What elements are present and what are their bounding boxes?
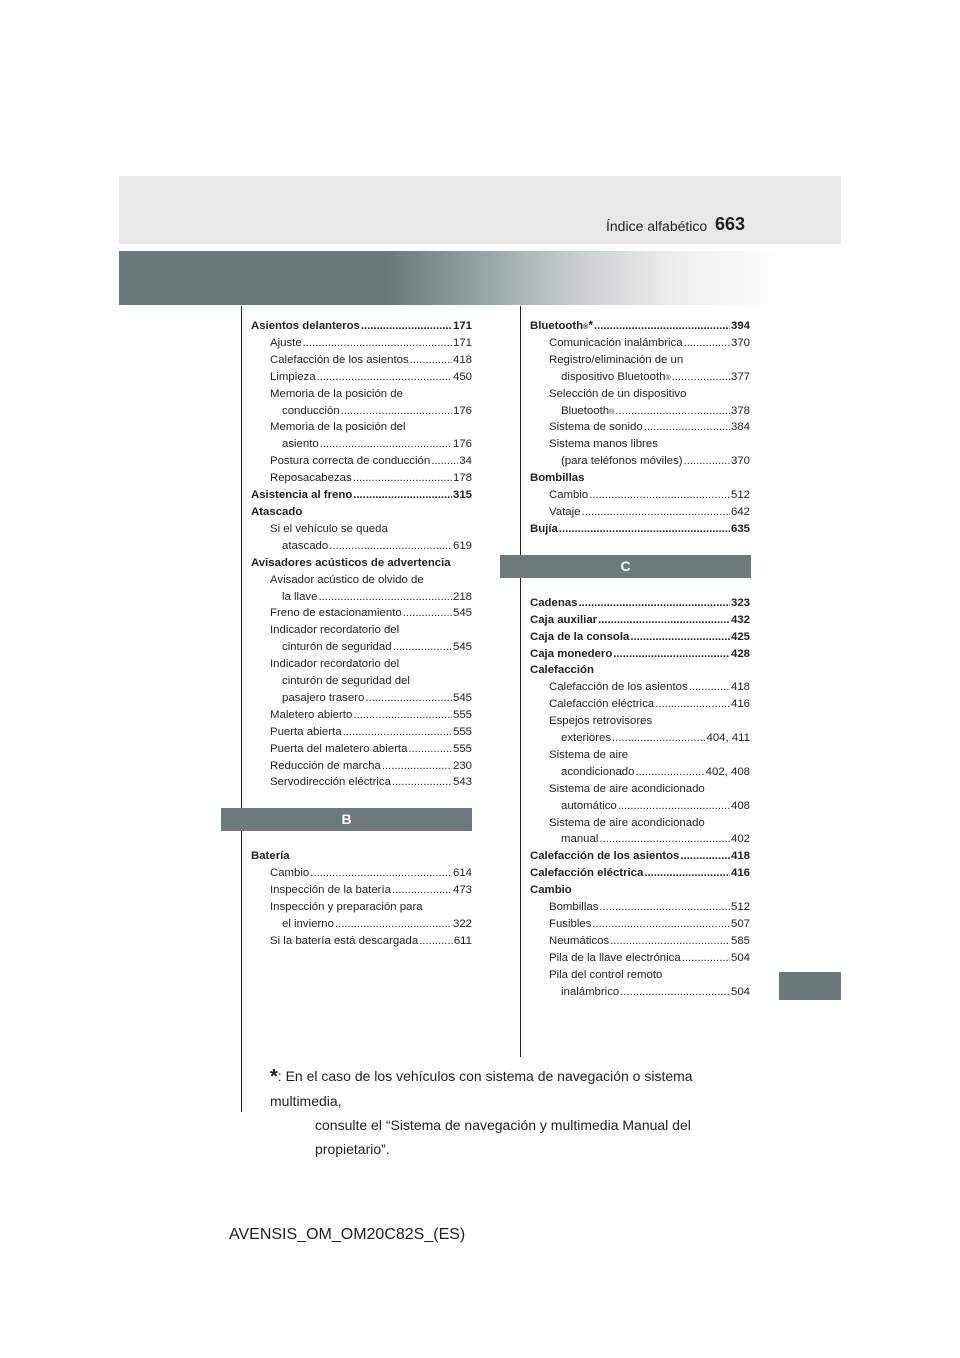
index-entry [251, 865, 472, 882]
index-entry-page: 402 [730, 833, 750, 846]
index-entry [530, 612, 750, 629]
index-entry [530, 916, 750, 933]
index-entry-term: Batería [251, 850, 290, 863]
index-entry-page: 428 [730, 647, 750, 660]
dot-leader [589, 487, 730, 504]
index-entry-term: Asientos delanteros [251, 320, 360, 332]
index-entry [530, 899, 750, 916]
index-entry-term: Vataje [549, 505, 581, 518]
index-entry [530, 831, 750, 848]
index-entry-page: 315 [452, 489, 472, 502]
dot-leader [361, 318, 452, 335]
dot-leader [318, 589, 452, 606]
index-entry [251, 774, 472, 791]
footnote-line-2: consulte el “Sistema de navegación y multimedia Manual del propietario”. [315, 1117, 691, 1157]
index-entry [251, 335, 472, 352]
index-entry-page: 507 [730, 918, 750, 930]
index-entry-term: Comunicación inalámbrica [549, 336, 683, 349]
dot-leader [431, 453, 458, 470]
header-title: Índice alfabético [606, 218, 708, 234]
index-entry-term: Sistema de aire [549, 748, 629, 761]
index-entry [251, 453, 472, 470]
dot-leader [353, 470, 452, 487]
index-entry-term: Indicador recordatorio del [270, 658, 400, 671]
index-entry [251, 352, 472, 369]
index-entry-page: 370 [730, 336, 750, 349]
index-entry-term: Bluetooth [530, 320, 584, 332]
dot-leader [599, 831, 730, 848]
dot-leader [644, 865, 730, 882]
index-entry [251, 419, 472, 436]
index-entry-term: Calefacción eléctrica [549, 698, 655, 711]
footnote-line-1: : En el caso de los vehículos con sistema de navegación o sistema multimedia, [270, 1068, 693, 1109]
dot-leader [672, 369, 730, 386]
dot-leader [317, 369, 452, 386]
index-entry [251, 521, 472, 538]
index-entry-term: inalámbrico [561, 985, 620, 998]
dot-leader [610, 933, 730, 950]
dot-leader [343, 724, 452, 741]
index-entry-term: Sistema de aire acondicionado [549, 782, 705, 795]
index-entry-page: 555 [452, 708, 472, 721]
index-entry [251, 504, 472, 521]
section-letter-c: C [500, 555, 751, 578]
index-entry-page: 614 [452, 867, 472, 880]
index-entry [251, 369, 472, 386]
dot-leader [684, 453, 730, 470]
dot-leader [689, 679, 730, 696]
dot-leader [655, 696, 730, 713]
index-entry-term: Memoria de la posición del [270, 421, 406, 434]
dot-leader [644, 419, 730, 436]
index-entry [530, 730, 750, 747]
index-entry-term: manual [561, 833, 599, 846]
index-entry [251, 758, 472, 775]
index-entry-term: Selección de un dispositivo [549, 387, 687, 400]
dot-leader [592, 916, 730, 933]
index-entry [530, 419, 750, 436]
index-entry [530, 521, 750, 538]
index-entry [251, 572, 472, 589]
dot-leader [353, 487, 452, 504]
index-entry [251, 882, 472, 899]
index-entry [530, 713, 750, 730]
dot-leader [599, 899, 730, 916]
index-entry-page: 384 [730, 421, 750, 434]
index-entry-term: Caja monedero [530, 647, 613, 660]
index-entry [251, 318, 472, 335]
index-entry-page: 218 [452, 590, 472, 603]
index-entry [251, 639, 472, 656]
index-entry [251, 899, 472, 916]
index-entry [251, 589, 472, 606]
index-entry-term: Cambio [530, 884, 572, 897]
index-entry-term: Memoria de la posición de [270, 387, 403, 400]
index-entry-term: conducción [282, 404, 340, 417]
index-entry-term: Caja auxiliar [530, 613, 598, 626]
index-entry: Bluetooth ® * . . . 394 [530, 318, 750, 335]
index-entry-page: 619 [452, 539, 472, 552]
index-entry [251, 605, 472, 622]
index-entry-term: Avisadores acústicos de advertencia [251, 556, 451, 569]
index-entry [251, 673, 472, 690]
chapter-thumb-tab [779, 972, 841, 1000]
dot-leader [341, 403, 452, 420]
index-entry-page: 323 [730, 596, 750, 609]
index-entry [251, 538, 472, 555]
index-entry: Bluetooth ® . . . 378 [530, 403, 750, 420]
index-entry [530, 646, 750, 663]
index-entry [530, 815, 750, 832]
index-entry [251, 933, 472, 950]
dot-leader [382, 758, 452, 775]
index-entry-term: cinturón de seguridad [282, 641, 392, 654]
index-entry-term: Sistema de aire acondicionado [549, 816, 705, 829]
index-entry [251, 622, 472, 639]
index-entry-page: 176 [452, 404, 472, 417]
index-entry-page: 432 [730, 613, 750, 626]
dot-leader [403, 605, 452, 622]
index-entry [530, 504, 750, 521]
chapter-banner [119, 251, 787, 305]
dot-leader [613, 646, 730, 663]
index-entry [530, 470, 750, 487]
dot-leader [335, 916, 452, 933]
dot-leader [310, 865, 452, 882]
index-entry: dispositivo Bluetooth ® . . . 377 [530, 369, 750, 386]
dot-leader [419, 933, 453, 950]
dot-leader [392, 774, 452, 791]
index-entry-term: Espejos retrovisores [549, 715, 653, 728]
index-entry-term: Maletero abierto [270, 708, 353, 721]
index-entry-page: 418 [730, 681, 750, 694]
index-entry [530, 696, 750, 713]
index-entry-page: 171 [452, 320, 472, 332]
dot-leader [320, 436, 452, 453]
index-entry-page: 370 [730, 455, 750, 468]
index-entry-term: Cambio [549, 489, 589, 502]
index-entry-page: 555 [452, 742, 472, 755]
index-entry-term: Freno de estacionamiento [270, 607, 402, 620]
index-column-right [530, 318, 750, 1001]
index-entry [530, 933, 750, 950]
index-entry-page: 504 [730, 951, 750, 964]
index-entry [530, 967, 750, 984]
index-entry-page: 545 [452, 641, 472, 654]
index-entry [251, 724, 472, 741]
dot-leader [635, 764, 704, 781]
index-entry-page: 171 [452, 336, 472, 349]
index-entry [530, 848, 750, 865]
index-entry-page: 611 [453, 934, 472, 947]
index-entry-term: Bombillas [530, 472, 585, 485]
index-entry-term: Asistencia al freno [251, 489, 353, 502]
index-entry [530, 662, 750, 679]
index-column-left [251, 318, 472, 950]
index-entry [530, 764, 750, 781]
index-entry-page: 176 [452, 438, 472, 451]
index-entry-page: 555 [452, 725, 472, 738]
index-entry-page: 473 [452, 884, 472, 897]
dot-leader [630, 629, 730, 646]
index-entry-page: 404, 411 [706, 732, 750, 745]
index-entry-page: 34 [459, 455, 472, 468]
index-entry-page: 402, 408 [705, 765, 750, 778]
index-entry [530, 781, 750, 798]
dot-leader [393, 639, 452, 656]
index-entry [530, 436, 750, 453]
index-entry-term: Si la batería está descargada [270, 934, 419, 947]
dot-leader [598, 612, 730, 629]
dot-leader [559, 521, 730, 538]
index-group-b [251, 848, 472, 949]
index-entry [530, 747, 750, 764]
index-entry-page: 416 [730, 867, 750, 880]
index-entry-page: 545 [452, 691, 472, 704]
index-entry [251, 386, 472, 403]
index-entry [251, 403, 472, 420]
index-entry-term: Reducción de marcha [270, 759, 381, 772]
index-entry [530, 595, 750, 612]
index-entry-page: 642 [730, 505, 750, 518]
index-entry-term: Cambio [270, 867, 310, 880]
index-entry-page: 585 [730, 934, 750, 947]
index-entry-term: Calefacción de los asientos [530, 850, 680, 863]
index-entry-term: Bombillas [549, 901, 599, 914]
index-entry-term: Si el vehículo se queda [270, 522, 388, 535]
index-entry [251, 470, 472, 487]
index-entry-page: 504 [730, 985, 750, 998]
dot-leader [682, 950, 730, 967]
index-entry [530, 629, 750, 646]
dot-leader [365, 690, 452, 707]
dot-leader [303, 335, 452, 352]
index-entry [251, 916, 472, 933]
index-entry-page: 545 [452, 607, 472, 620]
page-number: 663 [715, 214, 746, 234]
document-code: AVENSIS_OM_OM20C82S_(ES) [229, 1226, 466, 1243]
index-entry-page: 450 [452, 370, 472, 383]
index-entry-term: Puerta abierta [270, 725, 342, 738]
index-entry-term: Postura correcta de conducción [270, 455, 431, 468]
index-entry-term: Pila del control remoto [549, 968, 663, 981]
index-entry [251, 741, 472, 758]
index-entry-term: Limpieza [270, 370, 316, 383]
index-entry [530, 984, 750, 1001]
index-entry-term: Puerta del maletero abierta [270, 742, 408, 755]
index-group-c [530, 595, 750, 1001]
dot-leader [615, 403, 730, 420]
index-entry-term: Caja de la consola [530, 630, 630, 643]
index-entry-term: acondicionado [561, 765, 635, 778]
index-entry-term: Registro/eliminación de un [549, 353, 684, 366]
index-entry-term: Neumáticos [549, 934, 610, 947]
index-entry-page: 635 [730, 522, 750, 535]
index-entry-term: Calefacción eléctrica [530, 867, 644, 880]
index-entry-term: Fusibles [549, 918, 592, 930]
index-entry [251, 690, 472, 707]
index-entry-term: Pila de la llave electrónica [549, 951, 681, 964]
index-entry [530, 882, 750, 899]
index-entry-term: Indicador recordatorio del [270, 624, 400, 637]
index-entry [251, 707, 472, 724]
index-entry-term: atascado [282, 539, 329, 552]
index-entry-page: 416 [730, 698, 750, 711]
index-entry-page: 322 [452, 918, 472, 930]
index-entry-term: Bluetooth [561, 404, 610, 417]
footnote-star: * [270, 1066, 278, 1088]
index-entry-term: Servodirección eléctrica [270, 776, 391, 789]
index-entry [251, 487, 472, 504]
index-entry-term: Inspección y preparación para [270, 901, 423, 914]
index-entry-term: Ajuste [270, 336, 302, 349]
index-entry [530, 352, 750, 369]
index-entry-page: 425 [730, 630, 750, 643]
index-entry-term: Cadenas [530, 596, 578, 609]
index-entry-page: 378 [730, 404, 750, 417]
index-entry [530, 335, 750, 352]
index-entry-term: dispositivo Bluetooth [561, 370, 666, 383]
index-entry-term: Calefacción de los asientos [270, 353, 409, 366]
footnote [270, 1064, 760, 1161]
dot-leader [392, 882, 452, 899]
index-entry-page: 230 [452, 759, 472, 772]
index-entry-term: (para teléfonos móviles) [561, 455, 683, 468]
index-entry-term: automático [561, 799, 617, 812]
index-entry [251, 848, 472, 865]
index-entry-term: exteriores [561, 732, 612, 745]
index-group-b-continued [530, 318, 750, 538]
dot-leader [594, 318, 730, 335]
dot-leader [680, 848, 730, 865]
index-entry-page: 512 [730, 901, 750, 914]
index-entry-page: 418 [452, 353, 472, 366]
index-entry-page: 178 [452, 472, 472, 485]
index-entry [530, 386, 750, 403]
dot-leader [612, 730, 705, 747]
index-entry [530, 865, 750, 882]
dot-leader [410, 352, 452, 369]
index-entry-term: Sistema manos libres [549, 438, 658, 451]
dot-leader [329, 538, 452, 555]
left-margin-rule [241, 306, 242, 1112]
dot-leader [618, 798, 730, 815]
index-entry [530, 798, 750, 815]
index-entry-term: Avisador acústico de olvido de [270, 573, 424, 586]
index-entry [251, 555, 472, 572]
index-entry-term: el invierno [282, 918, 334, 930]
index-group-a [251, 318, 472, 791]
index-entry-term: cinturón de seguridad del [282, 675, 410, 688]
dot-leader [581, 504, 730, 521]
index-entry-term: la llave [282, 590, 318, 603]
dot-leader [620, 984, 730, 1001]
index-entry-term: Bujía [530, 522, 558, 535]
dot-leader [353, 707, 452, 724]
index-entry [530, 453, 750, 470]
index-entry-term: pasajero trasero [282, 691, 365, 704]
index-entry-page: 512 [730, 489, 750, 502]
index-entry-page: 377 [730, 370, 750, 383]
index-entry-term: Inspección de la batería [270, 884, 391, 897]
index-entry-term: Sistema de sonido [549, 421, 643, 434]
dot-leader [684, 335, 730, 352]
index-entry-term: Calefacción de los asientos [549, 681, 688, 694]
column-divider-rule [520, 306, 521, 1057]
dot-leader [408, 741, 452, 758]
index-entry [251, 436, 472, 453]
index-entry-page: 418 [730, 850, 750, 863]
index-entry-term: Reposacabezas [270, 472, 352, 485]
section-letter-b: B [221, 808, 472, 831]
index-entry-page: 394 [730, 320, 750, 332]
index-entry [530, 950, 750, 967]
index-entry-page: 408 [730, 799, 750, 812]
index-entry [251, 656, 472, 673]
index-entry [530, 487, 750, 504]
dot-leader [578, 595, 730, 612]
index-entry [530, 679, 750, 696]
index-entry-term: Atascado [251, 505, 303, 518]
index-entry-term: asiento [282, 438, 319, 451]
index-entry-term: Calefacción [530, 664, 594, 677]
index-entry-page: 543 [452, 776, 472, 789]
